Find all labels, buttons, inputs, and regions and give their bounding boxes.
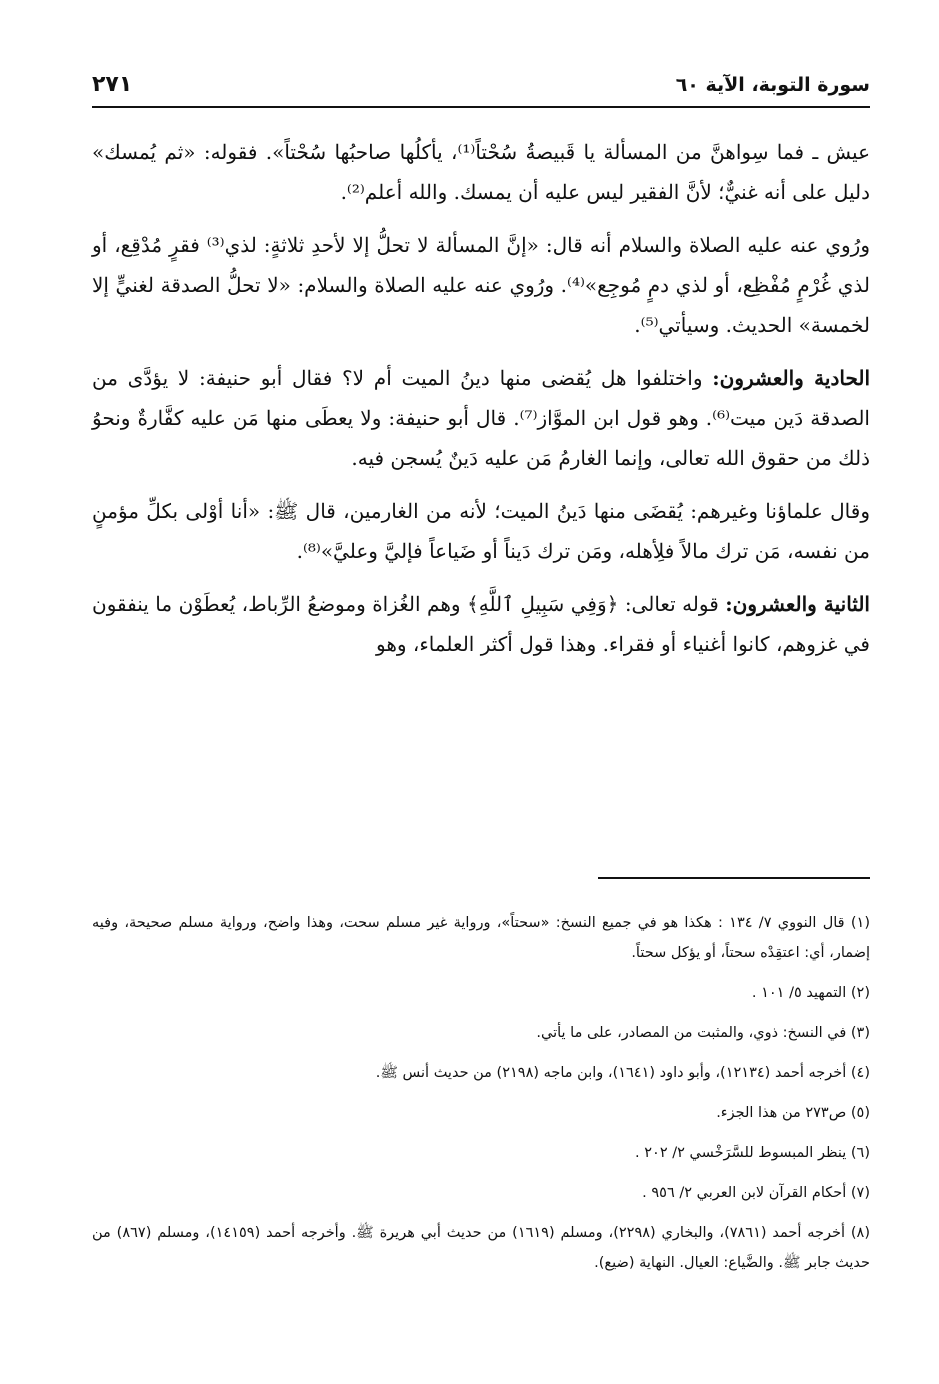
paragraph-text: واختلفوا هل يُقضى منها دينُ الميت أم لا؟ فقال أبو حنيفة: لا يؤدَّى من الصدقة دَين ميت⁽⁶⁾. وهو قول ابن الموَّاز⁽⁷⁾. قال أبو حنيفة: ولا يعطَى منها مَن عليه كفَّارةٌ ونحوُ ذلك من حقوق الله تعالى، وإنما الغارمُ مَن عليه دَينٌ يُسجن فيه. bbox=[92, 366, 870, 470]
paragraph-text: وقال علماؤنا وغيرهم: يُقضَى منها دَينُ الميت؛ لأنه من الغارمين، قال ﷺ: «أنا أوْلى بكلِّ مؤمنٍ من نفسه، مَن ترك مالاً فلِأهله، ومَن ترك دَيناً أو ضَياعاً فإليَّ وعليَّ»⁽⁸⁾. bbox=[92, 499, 870, 563]
footnote: (٥) ص٢٧٣ من هذا الجزء. bbox=[716, 1105, 870, 1121]
page-header bbox=[92, 72, 870, 106]
paragraph bbox=[92, 132, 870, 212]
main-text bbox=[92, 132, 870, 664]
footnote: (١) قال النووي ٧/ ١٣٤ : هكذا هو في جميع النسخ: «سحتاً»، ورواية غير مسلم سحت، وهذا واضح، ورواية مسلم صحيحة، وفيه إضمار، أي: اعتقِدْه سحتاً، أو يؤكل سحتاً. bbox=[92, 915, 870, 961]
footnote: (٤) أخرجه أحمد (١٢١٣٤)، وأبو داود (١٦٤١)، وابن ماجه (٢١٩٨) من حديث أنس ﷺ. bbox=[375, 1065, 870, 1081]
paragraph bbox=[92, 358, 870, 478]
paragraph-text: عيش ـ فما سِواهنَّ من المسألة يا قَبيصةُ سُحْتاً⁽¹⁾، يأكلُها صاحبُها سُحْتاً». فقوله: «ثم يُمسك» دليل على أنه غنيٌّ؛ لأنَّ الفقير ليس عليه أن يمسك. والله أعلم⁽²⁾. bbox=[92, 140, 870, 204]
page-number: ٢٧١ bbox=[92, 72, 133, 97]
header-rule bbox=[92, 106, 870, 108]
footnote: (٣) في النسخ: ذوي، والمثبت من المصادر، على ما يأتي. bbox=[536, 1025, 870, 1041]
section-lead: الثانية والعشرون: bbox=[725, 592, 870, 616]
footnote-separator bbox=[598, 877, 870, 879]
section-lead: الحادية والعشرون: bbox=[712, 366, 871, 390]
paragraph-text: ورُوي عنه عليه الصلاة والسلام أنه قال: «إنَّ المسألة لا تحلُّ إلا لأحدِ ثلاثةٍ: لذي⁽³⁾ فقرٍ مُدْقِع، أو لذي غُرْمٍ مُفْظِع، أو لذي دمٍ مُوجِع»⁽⁴⁾. ورُوي عنه عليه الصلاة والسلام: «لا تحلُّ الصدقة لغنيٍّ إلا لخمسة» الحديث. وسيأتي⁽⁵⁾. bbox=[92, 233, 870, 337]
footnote: (٢) التمهيد ٥/ ١٠١ . bbox=[751, 985, 870, 1001]
paragraph bbox=[92, 584, 870, 664]
running-head: سورة التوبة، الآية ٦٠ bbox=[675, 74, 870, 96]
footnotes bbox=[92, 908, 870, 1288]
paragraph-text: قوله تعالى: ﴿وَفِي سَبِيلِ ٱللَّهِ﴾ وهم الغُزاة وموضعُ الرِّباط، يُعطَوْن ما ينفقون في غزوهم، كانوا أغنياء أو فقراء. وهذا قول أكثر العلماء، وهو bbox=[92, 592, 870, 656]
footnote: (٦) ينظر المبسوط للسَّرَخْسي ٢/ ٢٠٢ . bbox=[635, 1145, 870, 1161]
footnote: (٨) أخرجه أحمد (٧٨٦١)، والبخاري (٢٢٩٨)، ومسلم (١٦١٩) من حديث أبي هريرة ﷺ. وأخرجه أحمد (١٤١٥٩)، ومسلم (٨٦٧) من حديث جابر ﷺ. والضَّياع: العيال. النهاية (ضيع). bbox=[92, 1225, 871, 1271]
paragraph bbox=[92, 491, 870, 571]
footnote: (٧) أحكام القرآن لابن العربي ٢/ ٩٥٦ . bbox=[642, 1185, 870, 1201]
paragraph bbox=[92, 225, 870, 345]
